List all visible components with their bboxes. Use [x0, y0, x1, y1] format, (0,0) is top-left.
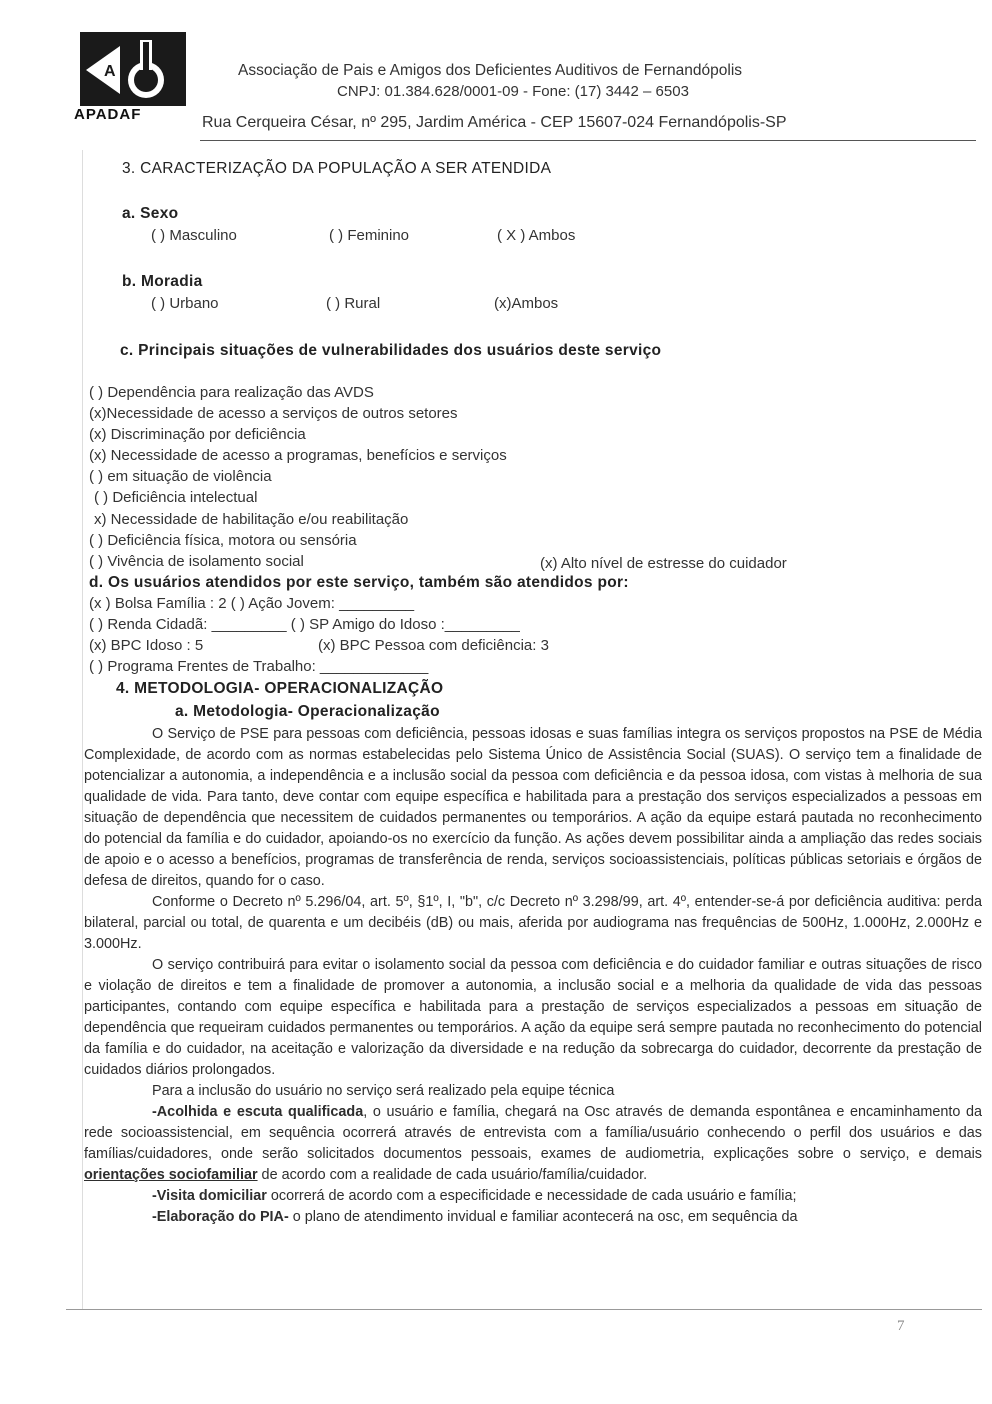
acolhida-text: , o usuário e família, chegará na Osc através de demanda espontânea e encaminhamento da rede socioassistencial, em sequência ocorrerá através de entrevista com a família/usuário conhecendo o perfil dos usuários e das famílias/cuidadores, onde serão solicitados documentos pessoais, exames de audiometria, explicações sobre o serviço, e demais: [84, 1104, 982, 1162]
paragraph-pia: [84, 1207, 982, 1228]
section4-subtitle: a. Metodologia- Operacionalização: [175, 703, 440, 720]
acolhida-bold: -Acolhida e escuta qualificada: [152, 1104, 364, 1120]
vulnerabilidades-label: c. Principais situações de vulnerabilidades dos usuários deste serviço: [120, 342, 662, 359]
vuln-item: ( ) Dependência para realização das AVDS: [89, 384, 374, 401]
cnpj-phone: CNPJ: 01.384.628/0001-09 - Fone: (17) 3442 – 6503: [337, 83, 689, 100]
svg-text:A: A: [104, 63, 116, 80]
visita-bold: -Visita domiciliar: [152, 1188, 267, 1204]
vuln-item: x) Necessidade de habilitação e/ou reabilitação: [94, 511, 409, 528]
vuln-item: ( ) Deficiência física, motora ou sensória: [89, 532, 357, 549]
moradia-option-rural: ( ) Rural: [326, 295, 381, 312]
page-number: 7: [897, 1318, 905, 1334]
vuln-item: ( ) Deficiência intelectual: [94, 489, 258, 506]
org-name: Associação de Pais e Amigos dos Deficientes Auditivos de Fernandópolis: [238, 62, 743, 79]
vuln-item-estresse: (x) Alto nível de estresse do cuidador: [540, 555, 787, 572]
programa-line: ( ) Renda Cidadã: _________ ( ) SP Amigo do Idoso :_________: [89, 616, 520, 633]
sexo-label: a. Sexo: [122, 205, 179, 222]
bpc-deficiencia: (x) BPC Pessoa com deficiência: 3: [318, 637, 549, 654]
paragraph-acolhida: [84, 1102, 982, 1186]
moradia-option-urbano: ( ) Urbano: [151, 295, 219, 312]
sexo-option-ambos: ( X ) Ambos: [497, 227, 576, 244]
section4-title: 4. METODOLOGIA- OPERACIONALIZAÇÃO: [116, 680, 444, 697]
vuln-item: (x)Necessidade de acesso a serviços de outros setores: [89, 405, 458, 422]
apadaf-logo: [80, 32, 186, 106]
programa-line: ( ) Programa Frentes de Trabalho: _____________: [89, 658, 429, 675]
section3-title: 3. CARACTERIZAÇÃO DA POPULAÇÃO A SER ATENDIDA: [122, 160, 552, 177]
paragraph: Para a inclusão do usuário no serviço será realizado pela equipe técnica: [152, 1083, 615, 1099]
moradia-label: b. Moradia: [122, 273, 203, 290]
visita-text: ocorrerá de acordo com a especificidade e necessidade de cada usuário e família;: [266, 1188, 797, 1204]
header-rule: [200, 140, 976, 141]
paragraph: Conforme o Decreto nº 5.296/04, art. 5º, §1º, I, "b", c/c Decreto nº 3.298/99, art. 4º, entender-se-á por deficiência auditiva: perda bilateral, parcial ou total, de quarenta e um decibéis (dB) ou mais, aferida por audiograma nas frequências de 500Hz, 1.000Hz, 2.000Hz e 3.000Hz.: [84, 894, 982, 952]
sexo-option-feminino: ( ) Feminino: [329, 227, 410, 244]
usuarios-atendidos-label: d. Os usuários atendidos por este serviço, também são atendidos por:: [89, 574, 629, 591]
paragraph: O serviço contribuirá para evitar o isolamento social da pessoa com deficiência e do cuidador familiar e outras situações de risco e violação de direitos e tem a finalidade de promover a autonomia, a inclusão social e a melhoria da qualidade de vida das pessoas participantes, contando com equipe específica e habilitada para a prestação de serviços especializados a pessoas em situação de dependência que requeiram cuidados permanentes ou temporários. A ação da equipe será sempre pautada no reconhecimento do potencial da família e do cuidador, na aceitação e valorização da diversidade e na redução da sobrecarga do cuidador, decorrente da prestação de cuidados diários prolongados.: [84, 957, 982, 1078]
paragraph: O Serviço de PSE para pessoas com deficiência, pessoas idosas e suas famílias integra os serviços propostos na PSE de Média Complexidade, de acordo com as normas estabelecidas pelo Sistema Único de Assistência Social (SUAS). O serviço tem a finalidade de potencializar a autonomia, a independência e a inclusão social da pessoa com deficiência e da pessoa idosa, com vistas à melhoria de sua qualidade de vida. Para tanto, deve contar com equipe específica e habilitada para a prestação dos serviços especializados a pessoas em situação de dependência que necessitem de cuidados permanentes ou temporários. A ação da equipe estará pautada no reconhecimento do potencial da família e do cuidador, apoiando-os no exercício da função. As ações devem possibilitar ainda a ampliação das redes sociais de apoio e o acesso a benefícios, programas de transferência de renda, serviços socioassistenciais, políticas públicas setoriais e órgãos de defesa de direitos, quando for o caso.: [84, 726, 982, 889]
pia-bold: -Elaboração do PIA-: [152, 1209, 289, 1225]
sexo-option-masculino: ( ) Masculino: [151, 227, 237, 244]
moradia-option-ambos: (x)Ambos: [494, 295, 559, 312]
margin-line: [82, 150, 83, 1310]
logo-text: APADAF: [74, 106, 142, 123]
vuln-item: ( ) em situação de violência: [89, 468, 272, 485]
programa-line: (x ) Bolsa Família : 2 ( ) Ação Jovem: _________: [89, 595, 415, 612]
orientacoes-underlined: orientações sociofamiliar: [84, 1167, 258, 1183]
programa-line: (x) BPC Idoso : 5: [89, 637, 204, 654]
pia-text: o plano de atendimento invidual e familiar acontecerá na osc, em sequência da: [288, 1209, 798, 1225]
vuln-item: (x) Necessidade de acesso a programas, benefícios e serviços: [89, 447, 507, 464]
acolhida-end: de acordo com a realidade de cada usuário/família/cuidador.: [257, 1167, 648, 1183]
footer-rule: [66, 1309, 982, 1310]
vuln-item: ( ) Vivência de isolamento social: [89, 553, 304, 570]
paragraph-visita: [84, 1186, 982, 1207]
address: Rua Cerqueira César, nº 295, Jardim América - CEP 15607-024 Fernandópolis-SP: [202, 114, 787, 131]
vuln-item: (x) Discriminação por deficiência: [89, 426, 306, 443]
body-text: [84, 724, 982, 1228]
